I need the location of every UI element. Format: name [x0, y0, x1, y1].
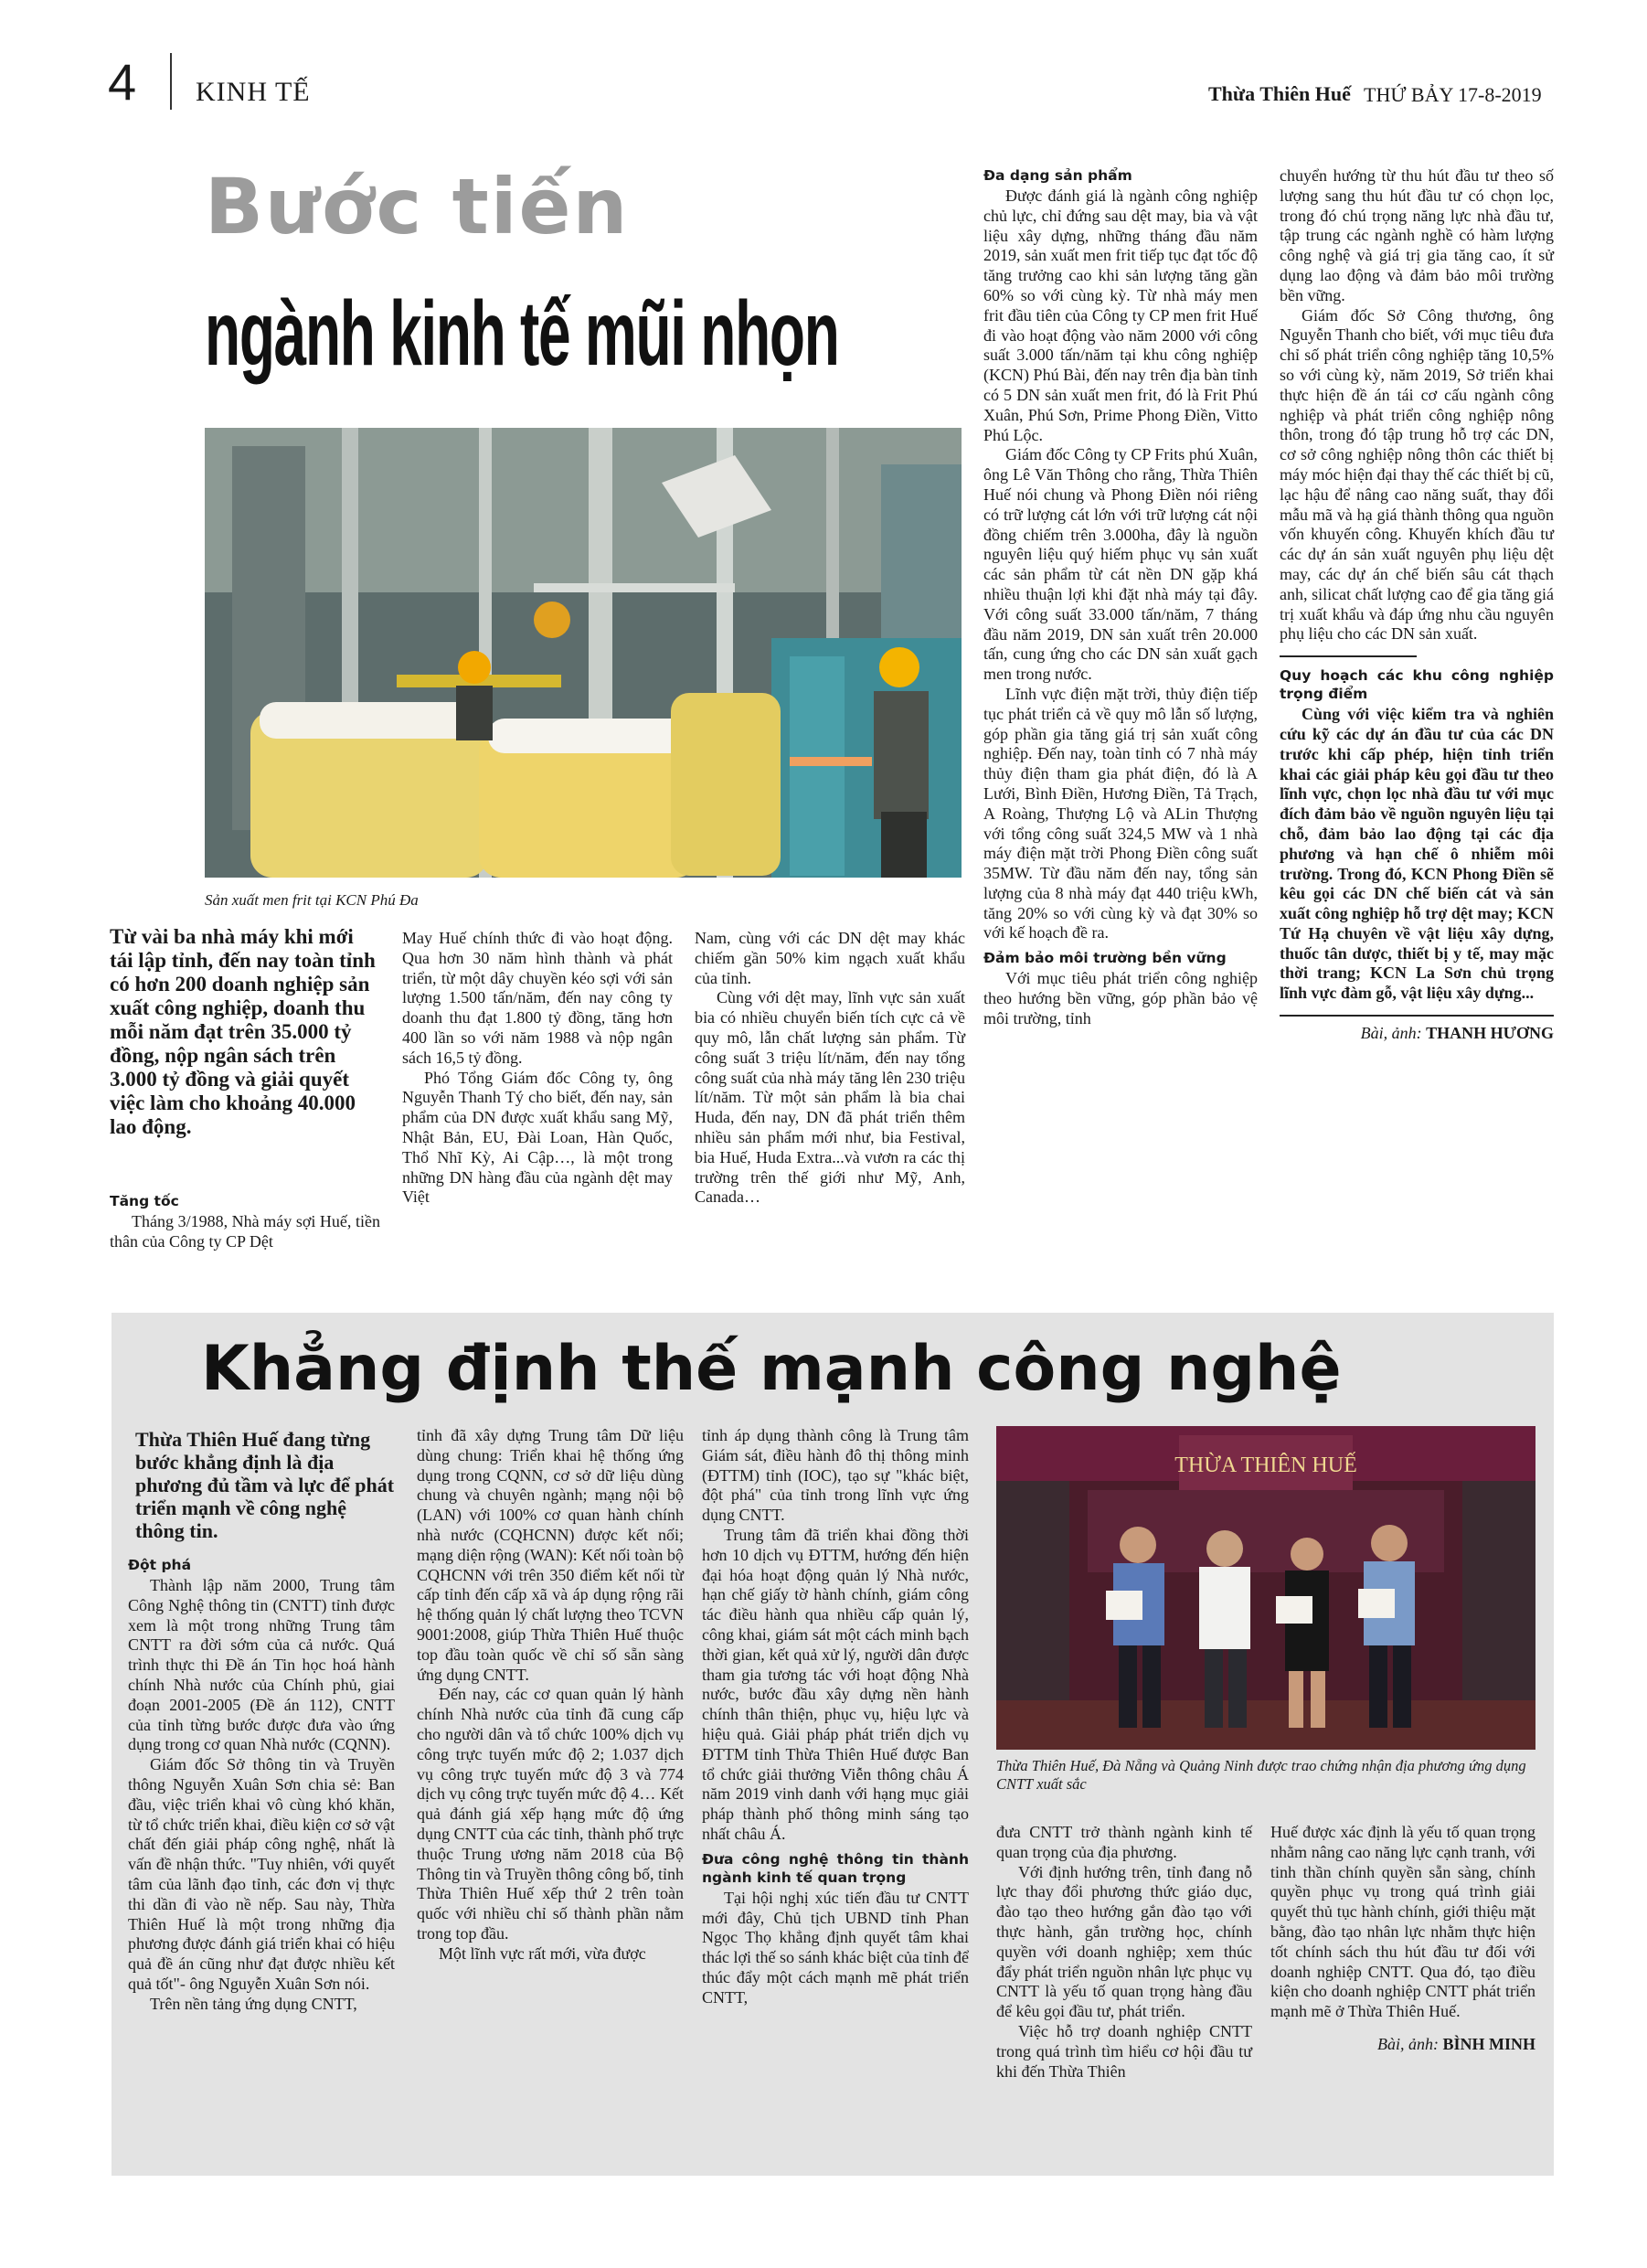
article1-col3 — [695, 929, 965, 1208]
article2-photo — [996, 1426, 1535, 1750]
article1-paragraph: Được đánh giá là ngành công nghiệp chủ lực, chỉ đứng sau dệt may, bia và vật liệu xây dựng, những tháng đầu năm 2019, sản xuất men frit tiếp tục đạt tốc độ tăng trưởng cao khi sản lượng tăng gần 60% so với cùng kỳ. Từ nhà máy men frit đầu tiên của Công ty CP men frit Huế đi vào hoạt động vào năm 2000 với công suất 3.000 tấn/năm tại khu công nghiệp (KCN) Phú Bài, đến nay trên địa bàn tỉnh có 5 DN sản xuất men frit, đó là Frit Phú Xuân, Phú Sơn, Prime Phong Điền, Vitto Phú Lộc. — [983, 186, 1258, 444]
paper-name: Thừa Thiên Huế — [1208, 82, 1351, 105]
article1-photo — [205, 428, 962, 878]
header-divider — [170, 53, 172, 110]
byline-label: Bài, ảnh: — [1360, 1024, 1422, 1043]
article2-title: Khẳng định thế mạnh công nghệ — [201, 1333, 1342, 1405]
article1-title-line2: ngành kinh tế mũi nhọn — [205, 282, 839, 385]
subhead-dam-bao: Đảm bảo môi trường bền vững — [983, 950, 1227, 967]
article1-photo-caption: Sản xuất men frit tại KCN Phú Đa — [205, 891, 419, 909]
article2-paragraph: tỉnh áp dụng thành công là Trung tâm Giám sát, điều hành đô thị thông minh (ĐTTM) tỉnh (IOC), tạo sự "khác biệt, đột phá" của tỉnh trong lĩnh vực ứng dụng CNTT. — [702, 1426, 969, 1525]
article2-paragraph: Giám đốc Sở thông tin và Truyền thông Nguyễn Xuân Sơn chia sẻ: Ban đầu, việc triển khai vô cùng khó khăn, từ tổ chức triển khai, điều kiện cơ sở vật chất đến giải pháp công nghệ, nhất là vấn đề nhận thức. "Tuy nhiên, với quyết tâm của lãnh đạo tỉnh, các đơn vị thực thi dần đi vào nề nếp. Sau này, Thừa Thiên Huế là một trong những địa phương được đánh giá triển khai có hiệu quả đề án cũng như đạt được nhiều kết quả tốt"- ông Nguyễn Xuân Sơn nói. — [128, 1755, 395, 1993]
article1-col4 — [983, 166, 1258, 1029]
article1-title-line1: Bước tiến — [205, 162, 630, 251]
article1-paragraph: May Huế chính thức đi vào hoạt động. Qua hơn 30 năm hình thành và phát triển, từ một dây chuyền kéo sợi với sản lượng 1.500 tấn/năm, đến nay công ty doanh thu đạt 1.800 tỷ đồng, tăng hơn 400 lần so với năm 1988 và nộp ngân sách 16,5 tỷ đồng. — [402, 929, 673, 1067]
factory-photo-illustration — [205, 428, 962, 878]
subhead-quy-hoach: Quy hoạch các khu công nghiệp trọng điểm — [1280, 667, 1554, 703]
article2-paragraph: đưa CNTT trở thành ngành kinh tế quan trọng của địa phương. — [996, 1823, 1252, 1861]
article2-col5 — [1270, 1823, 1535, 2055]
article1-paragraph: Giám đốc Công ty CP Frits phú Xuân, ông Lê Văn Thông cho rằng, Thừa Thiên Huế nói chung và Phong Điền nói riêng có trữ lượng cát lớn với trữ lượng cát nội đồng chiếm trên 3.000ha, đây là nguồn nguyên liệu quý hiếm phục vụ sản xuất các sản phẩm từ cát nền DN gặp khá nhiều thuận lợi khi đặt nhà máy tại đây. Với công suất 33.000 tấn/năm, 7 tháng đầu năm 2019, DN sản xuất trên 20.000 tấn, cung ứng cho các DN sản xuất gạch men trong nước. — [983, 445, 1258, 684]
article2-paragraph: Một lĩnh vực rất mới, vừa được — [439, 1943, 646, 1963]
byline-name: THANH HƯƠNG — [1426, 1024, 1554, 1043]
article1-bold-paragraph: Cùng với việc kiểm tra và nghiên cứu kỹ các dự án đầu tư của các DN trước khi cấp phép, hiện tỉnh triển khai các giải pháp kêu gọi đầu tư theo lĩnh vực, chọn lọc nhà đầu tư với mục đích đảm bảo về nguồn nguyên liệu tại chỗ, đảm bảo lao động tại các địa phương và hạn chế ô nhiễm môi trường. Trong đó, KCN Phong Điền sẽ kêu gọi các DN chế biến cát và sản xuất công nghiệp hỗ trợ dệt may; KCN Tứ Hạ chuyên về vật liệu xây dựng, thuốc tân dược, thiết bị y tế, may mặc thời trang; KCN La Sơn chủ trọng lĩnh vực đàm gỗ, vật liệu xây dựng... — [1280, 705, 1554, 1003]
byline-label: Bài, ảnh: — [1376, 2034, 1439, 2053]
article2-paragraph: Việc hỗ trợ doanh nghiệp CNTT trong quá trình tìm hiểu cơ hội đầu tư khi đến Thừa Thiên — [996, 2021, 1252, 2081]
article1-lead: Từ vài ba nhà máy khi mới tái lập tỉnh, đến nay toàn tỉnh có hơn 200 doanh nghiệp sản xuất công nghiệp, doanh thu mỗi năm đạt trên 35.000 tỷ đồng, nộp ngân sách trên 3.000 tỷ đồng và giải quyết việc làm cho khoảng 40.000 lao động. — [110, 925, 376, 1138]
article1-col2 — [402, 929, 673, 1208]
article1-paragraph: Cùng với dệt may, lĩnh vực sản xuất bia có nhiều chuyển biến tích cực cả về quy mô, lẫn chất lượng sản phẩm. Từ công suất 3 triệu lít/năm, đến nay tổng công suất của nhà máy tăng lên 230 triệu lít/năm. Từ một sản phẩm là bia chai Huda, đến nay, DN đã phát triển thêm nhiều sản phẩm mới như, bia Festival, bia Huế, Huda Extra...và vươn ra các thị trường trên thế giới như Mỹ, Anh, Canada… — [695, 988, 965, 1207]
article2-paragraph: Trung tâm đã triển khai đồng thời hơn 10 dịch vụ ĐTTM, hướng đến hiện đại hóa hoạt động quản lý Nhà nước, hạn chế giấy tờ hành chính, giám công tác điều hành qua nhiều cấp quản lý, công khai, giám sát một cách minh bạch thời gian, kết quả xử lý, người dân được tham gia tương tác với hoạt động Nhà nước, bước đầu xây dựng nền hành chính thân thiện, phục vụ, hiệu lực và hiệu quả. Giải pháp phát triển dịch vụ ĐTTM tỉnh Thừa Thiên Huế được Ban tổ chức giải thưởng Viễn thông châu Á năm 2019 vinh danh với hạng mục giải pháp thành phố thông minh sáng tạo nhất châu Á. — [702, 1525, 969, 1843]
article1-col5 — [1280, 166, 1554, 1044]
subhead-dot-pha: Đột phá — [128, 1557, 192, 1573]
article1-paragraph: chuyển hướng từ thu hút đầu tư theo số lượng sang thu hút đầu tư có chọn lọc, trong đó chú trọng năng lực nhà đầu tư, tập trung các ngành nghề có hàm lượng công nghệ và giá trị gia tăng cao, ít sử dụng lao động và đảm bảo môi trường bền vững. — [1280, 166, 1554, 304]
page-header — [0, 0, 1647, 119]
byline-divider — [1280, 1015, 1554, 1017]
byline-name: BÌNH MINH — [1442, 2034, 1535, 2053]
article2-col3 — [702, 1426, 969, 2008]
issue-date: THỨ BẢY 17-8-2019 — [1364, 83, 1542, 106]
article1-paragraph: Nam, cùng với các DN dệt may khác chiếm gần 50% kim ngạch xuất khẩu của tỉnh. — [695, 929, 965, 987]
article2-paragraph: Với định hướng trên, tỉnh đang nỗ lực thay đổi phương thức giáo dục, đào tạo theo hướng gắn đào tạo với thực hành, gắn trường học, chính quyền với doanh nghiệp; xem thúc đẩy phát triển nguồn nhân lực phục vụ CNTT là yếu tố quan trọng hàng đầu để kêu gọi đầu tư, phát triển. — [996, 1862, 1252, 2021]
article2-lead: Thừa Thiên Huế đang từng bước khẳng định là địa phương đủ tầm và lực để phát triển mạnh về công nghệ thông tin. — [135, 1428, 395, 1542]
page-number: 4 — [108, 53, 137, 111]
article2-byline — [1270, 2035, 1535, 2055]
article2-paragraph: Tại hội nghị xúc tiến đầu tư CNTT mới đây, Chủ tịch UBND tỉnh Phan Ngọc Thọ khẳng định quyết tâm khai thác lợi thế so sánh khác biệt của tỉnh để thúc đẩy một cách mạnh mẽ phát triển CNTT, — [702, 1888, 969, 2007]
article2-col2 — [417, 1426, 684, 1965]
subhead-tang-toc: Tăng tốc — [110, 1193, 179, 1209]
article2-paragraph: Thành lập năm 2000, Trung tâm Công Nghệ thông tin (CNTT) tỉnh được xem là một trong những Trung tâm CNTT ra đời sớm của cả nước. Quá trình thực thi Đề án Tin học hoá hành chính Nhà nước của Chính phủ, giai đoạn 2001-2005 (Đề án 112), CNTT của tỉnh từng bước được đưa vào ứng dụng trong cơ quan Nhà nước (CQNN). — [128, 1576, 395, 1754]
article2-col1 — [128, 1556, 395, 2015]
column-divider — [1280, 655, 1417, 657]
article1-col1 — [110, 1187, 380, 1252]
award-ceremony-photo-illustration — [996, 1426, 1535, 1750]
article1-paragraph: Lĩnh vực điện mặt trời, thủy điện tiếp tục phát triển cả về quy mô lẫn số lượng, góp phần gia tăng giá trị sản xuất công nghiệp. Đến nay, toàn tỉnh có 7 nhà máy thủy điện tham gia phát điện, đó là A Lưới, Bình Điền, Hương Điền, Tả Trạch, A Roàng, Thượng Lộ và ALin Thượng với tổng công suất 324,5 MW và 1 nhà máy điện mặt trời Phong Điền công suất 35MW. Từ đầu năm đến nay, tổng sản lượng của 8 nhà máy đạt 440 triệu kWh, tăng 20% so với cùng kỳ và đạt 30% so với kế hoạch đề ra. — [983, 684, 1258, 942]
subhead-dua-cong-nghe: Đưa công nghệ thông tin thành ngành kinh tế quan trọng — [702, 1850, 969, 1886]
article1-paragraph: Giám đốc Sở Công thương, ông Nguyễn Thanh cho biết, với mục tiêu đưa chỉ số phát triển công nghiệp tăng 10,5% so với cùng kỳ, năm 2019, Sở triển khai thực hiện đề án tái cơ cấu ngành công nghiệp và phát triển công nghiệp nông thôn, trong đó tập trung hỗ trợ các DN, cơ sở công nghiệp nông thôn các thiết bị máy móc hiện đại thay thế các thiết bị cũ, lạc hậu để nâng cao năng suất, thay đổi mẫu mã và hạ giá thành thông qua nguồn vốn khuyến công. Khuyến khích đầu tư các dự án sản xuất nguyên phụ liệu dệt may, các dự án chế biến sâu cát thạch anh, silicat chất lượng cao để gia tăng giá trị xuất khẩu và đáp ứng nhu cầu nguyên phụ liệu cho các DN sản xuất. — [1280, 305, 1554, 644]
article2-paragraph: Huế được xác định là yếu tố quan trọng nhằm nâng cao năng lực cạnh tranh, với tinh thần chính quyền sẵn sàng, chính quyền phục vụ trong quá trình giải quyết thủ tục hành chính, giới thiệu mặt bằng, đào tạo nhân lực nhằm thực hiện tốt chính sách thu hút đầu tư đối với doanh nghiệp CNTT. Qua đó, tạo điều kiện cho doanh nghiệp CNTT phát triển mạnh mẽ ở Thừa Thiên Huế. — [1270, 1823, 1535, 2021]
article2-paragraph: Đến nay, các cơ quan quản lý hành chính Nhà nước của tỉnh đã cung cấp cho người dân và tổ chức 100% dịch vụ công trực tuyến mức độ 2; 1.037 dịch vụ công trực tuyến mức độ 3 và 774 dịch vụ công trực tuyến mức độ 4… Kết quả đánh giá xếp hạng mức độ ứng dụng CNTT của các tỉnh, thành phố trực thuộc Trung ương năm 2018 của Bộ Thông tin và Truyền thông công bố, tỉnh Thừa Thiên Huế xếp thứ 2 trên toàn quốc với nhiều chỉ số thành phần nằm trong top đầu. — [417, 1685, 684, 1943]
article1-paragraph: Phó Tổng Giám đốc Công ty, ông Nguyễn Thanh Tý cho biết, đến nay, sản phẩm của DN được xuất khẩu sang Mỹ, Nhật Bản, EU, Đài Loan, Hàn Quốc, Thổ Nhĩ Kỳ, Ai Cập…, là một trong những DN hàng đầu của ngành dệt may Việt — [402, 1068, 673, 1207]
article2-paragraph: Trên nền tảng ứng dụng CNTT, — [150, 1994, 357, 2013]
subhead-da-dang: Đa dạng sản phẩm — [983, 167, 1132, 184]
article2-paragraph: tỉnh đã xây dựng Trung tâm Dữ liệu dùng chung: Triển khai hệ thống ứng dụng trong CQNN, cơ sở dữ liệu dùng chung và chuyên ngành; mạng nội bộ (LAN) với 100% cơ quan hành chính nhà nước (CQHCNN) được kết nối; mạng diện rộng (WAN): Kết nối toàn bộ CQHCNN với trên 350 điểm kết nối từ cấp tỉnh đến cấp xã và áp dụng rộng rãi hệ thống quản lý chất lượng theo TCVN 9001:2008, giúp Thừa Thiên Huế thuộc top đầu toàn quốc về chỉ số sẵn sàng ứng dụng CNTT. — [417, 1426, 684, 1684]
article1-paragraph: Tháng 3/1988, Nhà máy sợi Huế, tiền thân của Công ty CP Dệt — [110, 1212, 380, 1251]
article2-col4 — [996, 1823, 1252, 2082]
article2-photo-caption: Thừa Thiên Huế, Đà Nẵng và Quảng Ninh được trao chứng nhận địa phương ứng dụng CNTT xuất sắc — [996, 1757, 1526, 1793]
article1-byline — [1280, 1024, 1554, 1044]
section-name: KINH TẾ — [196, 77, 311, 107]
article1-paragraph: Với mục tiêu phát triển công nghiệp theo hướng bền vững, góp phần bảo vệ môi trường, tỉnh — [983, 969, 1258, 1028]
banner-text: THỪA THIÊN HUẾ — [1174, 1453, 1357, 1477]
